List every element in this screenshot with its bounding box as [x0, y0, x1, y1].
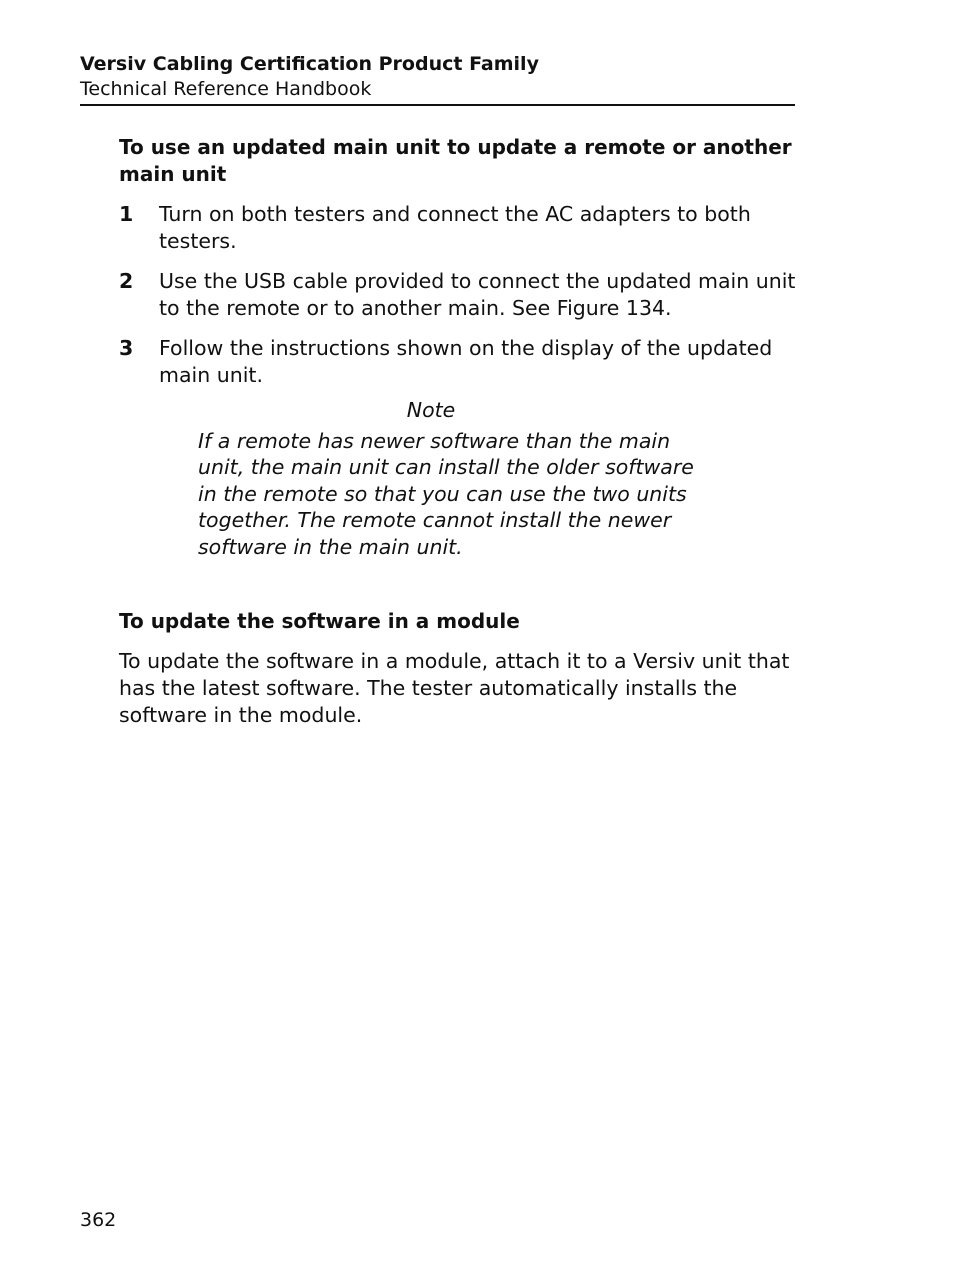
module-update-paragraph: To update the software in a module, attach it to a Versiv unit that has the latest software. The tester automatically installs the software in the module. [119, 649, 790, 727]
page-number: 362 [80, 1209, 117, 1231]
note-text: If a remote has newer software than the main unit, the main unit can install the older software in the remote so that you can use the two units together. The remote cannot install the newer software in the main unit. [198, 428, 694, 559]
step-item [119, 335, 809, 389]
header-divider [80, 104, 795, 106]
procedure-steps [119, 201, 809, 389]
page-content [119, 134, 809, 729]
step-number: 1 [119, 202, 134, 226]
step-item [119, 201, 809, 255]
procedure-heading-update-remote: To use an updated main unit to update a remote or another main unit [119, 135, 792, 186]
note-block [198, 397, 718, 560]
header-subtitle: Technical Reference Handbook [80, 78, 372, 100]
step-text: Turn on both testers and connect the AC adapters to both testers. [159, 202, 751, 253]
procedure-heading-update-module: To update the software in a module [119, 609, 520, 633]
header-title: Versiv Cabling Certification Product Family [80, 53, 539, 75]
step-number: 2 [119, 269, 134, 293]
step-text: Use the USB cable provided to connect the updated main unit to the remote or to another main. See Figure 134. [159, 269, 796, 320]
step-item [119, 268, 809, 322]
page-header [80, 52, 794, 102]
step-text: Follow the instructions shown on the display of the updated main unit. [159, 336, 773, 387]
note-label: Note [406, 398, 456, 422]
step-number: 3 [119, 336, 134, 360]
